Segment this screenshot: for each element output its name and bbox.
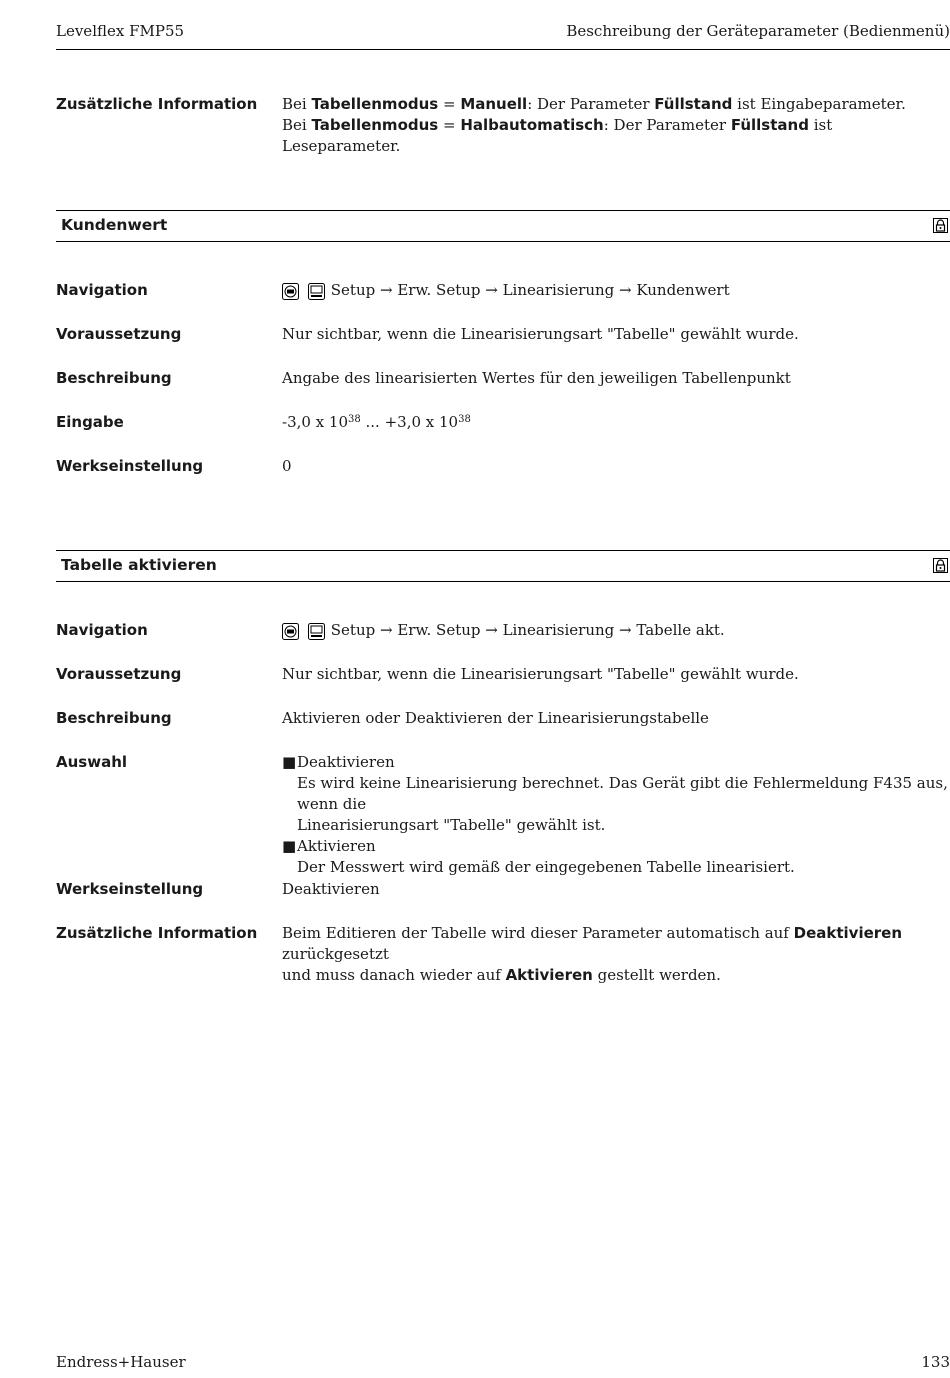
option-name: Deaktivieren <box>297 753 395 771</box>
intro-additional-info <box>56 94 950 157</box>
text-run: ist Eingabeparameter. <box>732 95 906 113</box>
nav-icons <box>282 283 325 304</box>
param-name: Tabellenmodus <box>311 116 439 134</box>
text-run: Bei <box>282 95 312 113</box>
kundenwert-factory-setting <box>56 456 950 477</box>
row-label: Navigation <box>56 621 148 639</box>
expert-menu-icon <box>282 283 299 300</box>
row-label: Beschreibung <box>56 709 172 727</box>
kundenwert-input <box>56 412 950 433</box>
option-item <box>282 836 950 878</box>
kundenwert-navigation <box>56 280 950 304</box>
row-label: Voraussetzung <box>56 665 182 683</box>
text-run: und muss danach wieder auf <box>282 966 506 984</box>
bullet: ■ <box>282 837 297 855</box>
intro-value <box>282 94 950 157</box>
section-kundenwert-header <box>56 210 950 242</box>
text-run: = <box>438 95 461 113</box>
lock-icon <box>933 218 948 233</box>
row-value: 0 <box>282 457 292 475</box>
extra-line-2 <box>282 965 950 986</box>
param-name: Füllstand <box>654 95 733 113</box>
option-description: Der Messwert wird gemäß der eingegebenen Tabelle linearisiert. <box>297 858 795 876</box>
header-chapter: Beschreibung der Geräteparameter (Bedienmenü) <box>566 22 950 40</box>
page-number: 133 <box>921 1353 950 1371</box>
text-run: zurückgesetzt <box>282 945 389 963</box>
row-value: Nur sichtbar, wenn die Linearisierungsart "Tabelle" gewählt wurde. <box>282 665 799 683</box>
kundenwert-prerequisite <box>56 324 950 345</box>
row-label: Werkseinstellung <box>56 457 204 475</box>
option-name: Manuell <box>460 95 528 113</box>
navigation-path: Setup → Erw. Setup → Linearisierung → Tabelle akt. <box>330 621 725 639</box>
row-label: Werkseinstellung <box>56 880 204 898</box>
tabelle-navigation <box>56 620 950 644</box>
tabelle-prerequisite <box>56 664 950 685</box>
section-tabelle-aktivieren-header <box>56 550 950 582</box>
row-label: Zusätzliche Information <box>56 924 258 942</box>
row-label: Auswahl <box>56 753 128 771</box>
range-separator: ... <box>360 413 385 431</box>
extra-line-1 <box>282 923 950 965</box>
row-value: Aktivieren oder Deaktivieren der Linearisierungstabelle <box>282 709 709 727</box>
display-operation-icon <box>308 623 325 640</box>
row-value: Angabe des linearisierten Wertes für den jeweiligen Tabellenpunkt <box>282 369 791 387</box>
row-value: Nur sichtbar, wenn die Linearisierungsart "Tabelle" gewählt wurde. <box>282 325 799 343</box>
display-operation-icon <box>308 283 325 300</box>
intro-label: Zusätzliche Information <box>56 95 258 113</box>
row-value: Deaktivieren <box>282 880 380 898</box>
kundenwert-description <box>56 368 950 389</box>
row-value <box>282 923 950 986</box>
tabelle-additional-info <box>56 923 950 986</box>
text-run: Bei <box>282 116 312 134</box>
range-max-exponent: 38 <box>458 414 471 425</box>
row-label: Voraussetzung <box>56 325 182 343</box>
param-name: Füllstand <box>730 116 809 134</box>
param-name: Tabellenmodus <box>311 95 439 113</box>
section-title: Kundenwert <box>61 216 168 234</box>
option-description: Es wird keine Linearisierung berechnet. Das Gerät gibt die Fehlermeldung F435 aus, wenn die <box>297 774 948 813</box>
selection-options <box>282 752 950 878</box>
range-min-exponent: 38 <box>348 414 361 425</box>
bullet: ■ <box>282 753 297 771</box>
nav-icons <box>282 623 325 644</box>
page-header <box>56 22 950 50</box>
section-title: Tabelle aktivieren <box>61 556 217 574</box>
range-min: -3,0 x 10 <box>282 413 349 431</box>
tabelle-factory-setting <box>56 879 950 900</box>
row-value <box>282 280 950 304</box>
range-max: +3,0 x 10 <box>384 413 459 431</box>
row-value <box>282 620 950 644</box>
text-run: = <box>438 116 461 134</box>
navigation-path: Setup → Erw. Setup → Linearisierung → Kundenwert <box>330 281 730 299</box>
row-label: Eingabe <box>56 413 124 431</box>
text-run: Beim Editieren der Tabelle wird dieser Parameter automatisch auf <box>282 924 794 942</box>
row-label: Navigation <box>56 281 148 299</box>
option-name: Halbautomatisch <box>460 116 604 134</box>
row-label: Beschreibung <box>56 369 172 387</box>
option-name: Aktivieren <box>505 966 593 984</box>
option-name: Aktivieren <box>297 837 376 855</box>
text-run: : Der Parameter <box>603 116 731 134</box>
text-run: : Der Parameter <box>527 95 655 113</box>
input-range <box>282 412 950 433</box>
text-run: ist Leseparameter. <box>282 116 833 155</box>
option-item <box>282 752 950 836</box>
intro-line-2 <box>282 115 950 157</box>
tabelle-selection <box>56 752 950 878</box>
text-run: gestellt werden. <box>592 966 721 984</box>
tabelle-description <box>56 708 950 729</box>
intro-line-1 <box>282 94 950 115</box>
header-product: Levelflex FMP55 <box>56 22 185 40</box>
expert-menu-icon <box>282 623 299 640</box>
footer-company: Endress+Hauser <box>56 1353 186 1371</box>
option-description: Linearisierungsart "Tabelle" gewählt ist. <box>297 816 606 834</box>
option-name: Deaktivieren <box>793 924 903 942</box>
lock-icon <box>933 558 948 573</box>
